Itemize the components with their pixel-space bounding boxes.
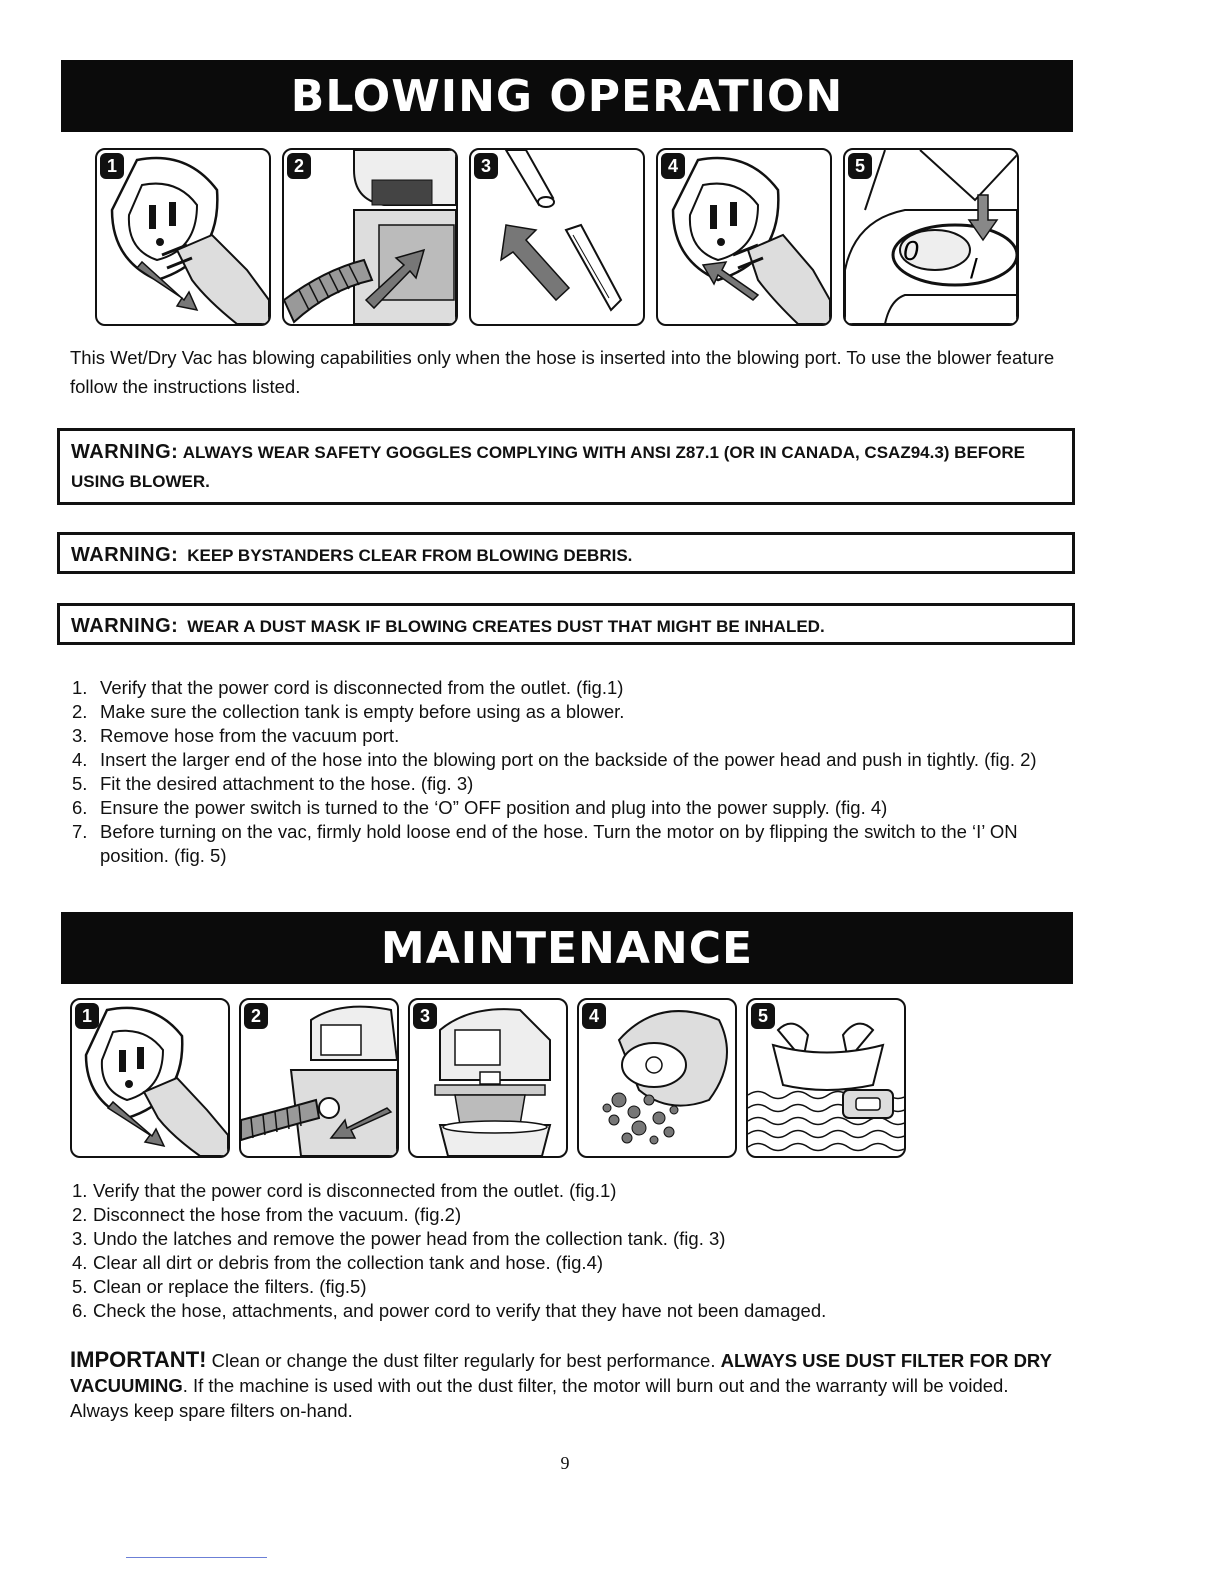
blowing-figure-row — [95, 148, 1019, 326]
list-item: 2. Disconnect the hose from the vacuum. (fig.2) — [72, 1204, 462, 1225]
maintenance-figure-1 — [70, 998, 230, 1158]
warning-box-goggles — [57, 428, 1075, 505]
warning-text: WEAR A DUST MASK IF BLOWING CREATES DUST THAT MIGHT BE INHALED. — [187, 617, 825, 636]
footer-rule — [126, 1557, 267, 1558]
list-item: 3. Remove hose from the vacuum port. — [72, 725, 400, 746]
warning-box-dust-mask — [57, 603, 1075, 645]
switch-on-label: / — [970, 253, 978, 284]
figure-badge: 5 — [751, 1003, 775, 1029]
warning-label: WARNING: — [71, 615, 179, 637]
list-item: 4. Clear all dirt or debris from the collection tank and hose. (fig.4) — [72, 1252, 604, 1273]
figure-badge: 3 — [474, 153, 498, 179]
warning-label: WARNING: — [71, 544, 179, 566]
important-text-continued: . If the machine is used with out the dust filter, the motor will burn out and the warranty will be voided. Always keep spare filters on-hand. — [70, 1375, 1009, 1421]
blowing-intro-text: This Wet/Dry Vac has blowing capabilities only when the hose is inserted into the blowing port. To use the blower feature follow the instructions listed. — [70, 347, 1055, 397]
maintenance-figure-3 — [408, 998, 568, 1158]
warning-label: WARNING: — [71, 441, 179, 463]
blowing-operation-title: BLOWING OPERATION — [61, 60, 1073, 132]
list-item: 1. Verify that the power cord is disconnected from the outlet. (fig.1) — [72, 677, 624, 698]
blowing-steps-list — [72, 676, 1062, 868]
list-item: 1. Verify that the power cord is disconnected from the outlet. (fig.1) — [72, 1180, 617, 1201]
maintenance-title: MAINTENANCE — [61, 912, 1073, 984]
important-text: Clean or change the dust filter regularly for best performance. — [206, 1350, 721, 1371]
figure-badge: 3 — [413, 1003, 437, 1029]
important-bold-text: ALWAYS USE DUST FILTER FOR DRY VACUUMING — [70, 1350, 1052, 1396]
figure-badge: 2 — [244, 1003, 268, 1029]
blowing-figure-1 — [95, 148, 271, 326]
maintenance-figure-2 — [239, 998, 399, 1158]
figure-badge: 1 — [100, 153, 124, 179]
maintenance-steps-list — [72, 1179, 1062, 1323]
warning-text: KEEP BYSTANDERS CLEAR FROM BLOWING DEBRIS. — [187, 546, 633, 565]
figure-badge: 2 — [287, 153, 311, 179]
figure-badge: 5 — [848, 153, 872, 179]
list-item: 5. Fit the desired attachment to the hose. (fig. 3) — [72, 773, 474, 794]
page-number: 9 — [560, 1453, 570, 1473]
list-item: 7. Before turning on the vac, firmly hold loose end of the hose. Turn the motor on by flipping the switch to the ‘I’ ON position. (fig. 5) — [72, 821, 1018, 866]
figure-badge: 4 — [582, 1003, 606, 1029]
maintenance-figure-4 — [577, 998, 737, 1158]
figure-badge: 1 — [75, 1003, 99, 1029]
important-note — [70, 1347, 1070, 1423]
switch-off-label: 0 — [903, 235, 919, 266]
warning-text: ALWAYS WEAR SAFETY GOGGLES COMPLYING WITH ANSI Z87.1 (OR IN CANADA, CSAZ94.3) BEFORE USING BLOWER. — [71, 443, 1026, 491]
blowing-figure-4 — [656, 148, 832, 326]
blowing-figure-3 — [469, 148, 645, 326]
list-item: 2. Make sure the collection tank is empty before using as a blower. — [72, 701, 625, 722]
list-item: 3. Undo the latches and remove the power head from the collection tank. (fig. 3) — [72, 1228, 726, 1249]
maintenance-figure-row — [70, 998, 906, 1158]
list-item: 4. Insert the larger end of the hose into the blowing port on the backside of the power head and push in tightly. (fig. 2) — [72, 749, 1037, 770]
list-item: 6. Check the hose, attachments, and power cord to verify that they have not been damaged. — [72, 1300, 827, 1321]
warning-box-bystanders — [57, 532, 1075, 574]
list-item: 5. Clean or replace the filters. (fig.5) — [72, 1276, 367, 1297]
figure-badge: 4 — [661, 153, 685, 179]
important-label: IMPORTANT! — [70, 1347, 207, 1372]
blowing-figure-2 — [282, 148, 458, 326]
blowing-figure-5 — [843, 148, 1019, 326]
list-item: 6. Ensure the power switch is turned to the ‘O” OFF position and plug into the power supply. (fig. 4) — [72, 797, 888, 818]
maintenance-figure-5 — [746, 998, 906, 1158]
